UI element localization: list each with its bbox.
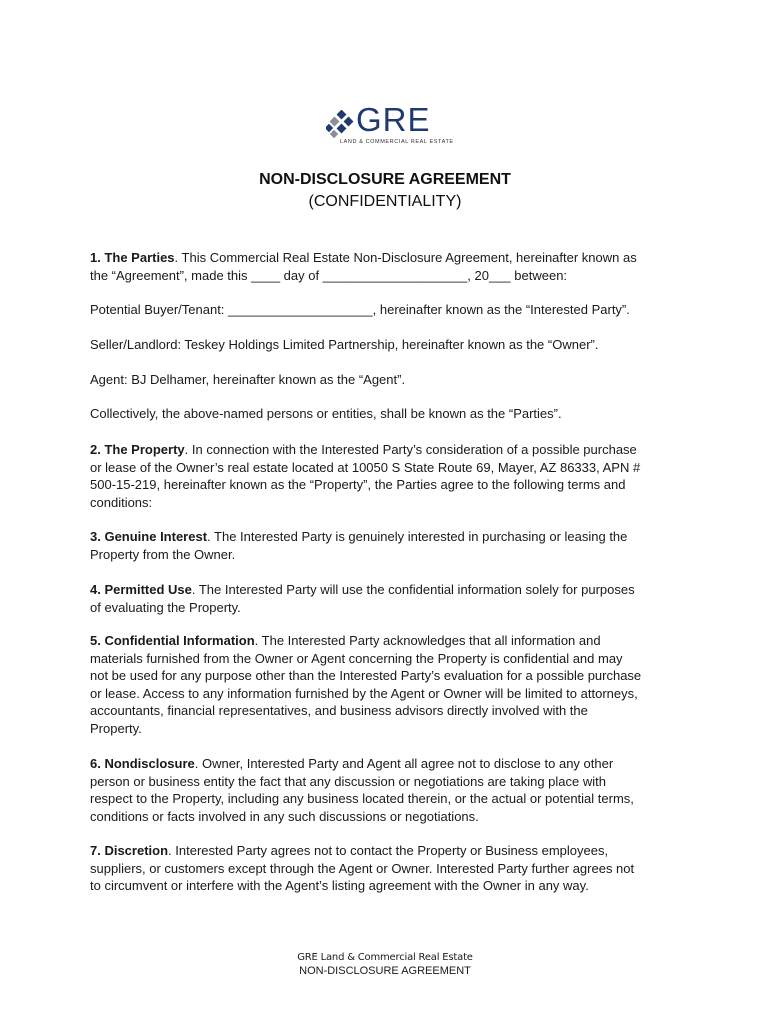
section-text: . The Interested Party acknowledges that all information and <box>254 633 601 648</box>
section-text: Property from the Owner. <box>90 546 236 562</box>
section-text: or lease of the Owner’s real estate located at 10050 S State Route 69, Mayer, AZ 86333, APN # <box>90 459 641 475</box>
paragraph-seller <box>90 336 690 354</box>
agent-text: Agent: BJ Delhamer, hereinafter known as the “Agent”. <box>90 372 406 387</box>
collective-text: Collectively, the above-named persons or entities, shall be known as the “Parties”. <box>90 406 562 421</box>
section-text: . The Interested Party will use the confidential information solely for purposes <box>191 582 635 597</box>
section-text: . The Interested Party is genuinely interested in purchasing or leasing the <box>207 529 628 544</box>
section-heading: 2. The Property <box>90 442 185 457</box>
section-heading: 1. The Parties <box>90 250 175 265</box>
section-heading: 5. Confidential Information <box>90 633 255 648</box>
section-text: the “Agreement”, made this ____ day of ____________________, 20___ between: <box>90 267 568 283</box>
section-text: of evaluating the Property. <box>90 599 241 615</box>
section-permitted-use <box>90 581 690 616</box>
section-text: materials furnished from the Owner or Agent concerning the Property is confidential and may <box>90 650 623 666</box>
section-heading: 3. Genuine Interest <box>90 529 208 544</box>
logo-tagline: LAND & COMMERCIAL REAL ESTATE <box>340 139 454 145</box>
document-subtitle: (CONFIDENTIALITY) <box>308 193 462 210</box>
buyer-text: Potential Buyer/Tenant: ____________________, hereinafter known as the “Interested Party”. <box>90 302 630 317</box>
document-title: NON-DISCLOSURE AGREEMENT <box>259 171 511 188</box>
section-heading: 6. Nondisclosure <box>90 756 195 771</box>
section-text: Property. <box>90 720 142 736</box>
section-text: or lease. Access to any information furnished by the Agent or Owner will be limited to attorneys, <box>90 685 638 701</box>
section-text: not be used for any purpose other than the Interested Party’s evaluation for a possible purchase <box>90 668 642 684</box>
section-text: conditions or facts involved in any such discussions or negotiations. <box>90 808 479 824</box>
section-heading: 7. Discretion <box>90 843 169 858</box>
seller-text: Seller/Landlord: Teskey Holdings Limited Partnership, hereinafter known as the “Owner”. <box>90 337 599 352</box>
company-logo <box>322 101 454 148</box>
footer-document-name: NON-DISCLOSURE AGREEMENT <box>299 965 471 977</box>
section-text: person or business entity the fact that any discussion or negotiations are taking place with <box>90 773 606 789</box>
section-property <box>90 441 690 511</box>
paragraph-agent <box>90 371 690 389</box>
section-text: . This Commercial Real Estate Non-Disclosure Agreement, hereinafter known as <box>174 250 637 265</box>
section-text: conditions: <box>90 494 153 510</box>
section-genuine-interest <box>90 528 690 563</box>
diamond-logo-icon <box>326 110 358 140</box>
section-text: respect to the Property, including any business located therein, or the actual or potential terms, <box>90 791 634 807</box>
section-nondisclosure <box>90 755 690 825</box>
section-text: accountants, financial representatives, and business advisors directly involved with the <box>90 703 588 719</box>
paragraph-buyer <box>90 301 690 319</box>
section-text: to circumvent or interfere with the Agent’s listing agreement with the Owner in any way. <box>90 878 589 894</box>
paragraph-collective <box>90 405 690 423</box>
section-text: . Owner, Interested Party and Agent all agree not to disclose to any other <box>194 756 614 771</box>
logo-wordmark: GRE <box>356 101 431 138</box>
section-text: 500-15-219, hereinafter known as the “Property”, the Parties agree to the following terms and <box>90 477 626 493</box>
section-discretion <box>90 842 690 895</box>
section-text: . Interested Party agrees not to contact the Property or Business employees, <box>168 843 609 858</box>
section-parties <box>90 249 690 284</box>
section-text: . In connection with the Interested Party’s consideration of a possible purchase <box>184 442 637 457</box>
footer-company: GRE Land & Commercial Real Estate <box>297 952 473 963</box>
section-confidential-information <box>90 632 690 738</box>
section-heading: 4. Permitted Use <box>90 582 192 597</box>
section-text: suppliers, or customers except through the Agent or Owner. Interested Party further agrees not <box>90 860 635 876</box>
